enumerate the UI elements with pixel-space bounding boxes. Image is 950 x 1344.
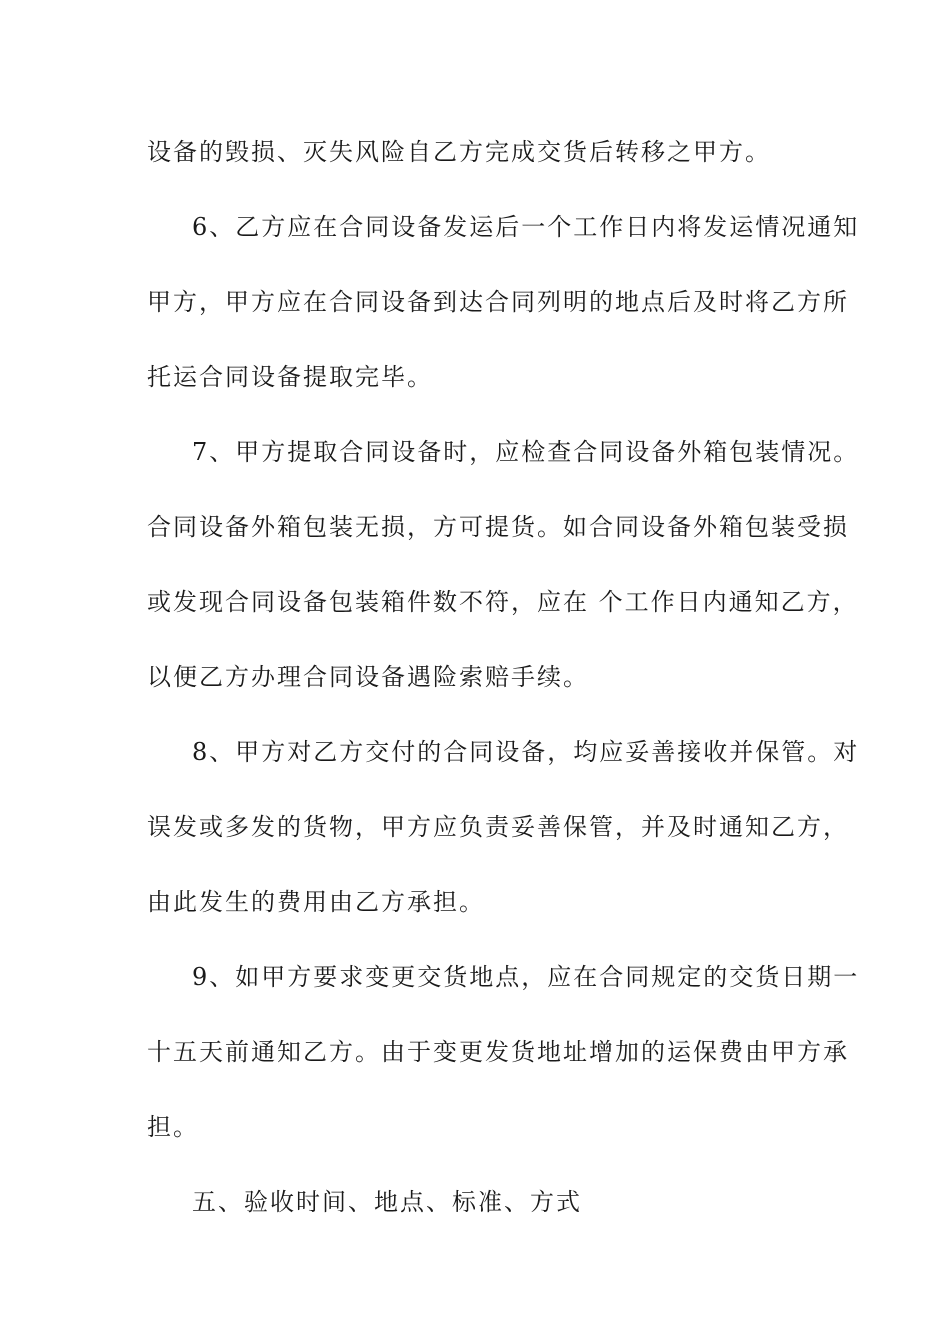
text-line: 甲方，甲方应在合同设备到达合同列明的地点后及时将乙方所 bbox=[147, 288, 849, 316]
clause-7-line: 7、甲方提取合同设备时，应检查合同设备外箱包装情况。 bbox=[192, 438, 860, 466]
clause-8-line: 8、甲方对乙方交付的合同设备，均应妥善接收并保管。对 bbox=[192, 738, 860, 766]
text-line: 设备的毁损、灭失风险自乙方完成交货后转移之甲方。 bbox=[147, 138, 771, 166]
text-line: 托运合同设备提取完毕。 bbox=[147, 363, 433, 391]
text-line: 或发现合同设备包装箱件数不符，应在 个工作日内通知乙方， bbox=[147, 588, 859, 616]
clause-9-line: 9、如甲方要求变更交货地点，应在合同规定的交货日期一 bbox=[192, 963, 860, 991]
text-line: 误发或多发的货物，甲方应负责妥善保管，并及时通知乙方， bbox=[147, 813, 849, 841]
clause-6-line: 6、乙方应在合同设备发运后一个工作日内将发运情况通知 bbox=[192, 213, 860, 241]
text-line: 十五天前通知乙方。由于变更发货地址增加的运保费由甲方承 bbox=[147, 1038, 849, 1066]
text-line: 以便乙方办理合同设备遇险索赔手续。 bbox=[147, 663, 589, 691]
section-heading: 五、验收时间、地点、标准、方式 bbox=[192, 1188, 582, 1216]
text-line: 合同设备外箱包装无损，方可提货。如合同设备外箱包装受损 bbox=[147, 513, 849, 541]
text-line: 担。 bbox=[147, 1113, 199, 1141]
text-line: 由此发生的费用由乙方承担。 bbox=[147, 888, 485, 916]
